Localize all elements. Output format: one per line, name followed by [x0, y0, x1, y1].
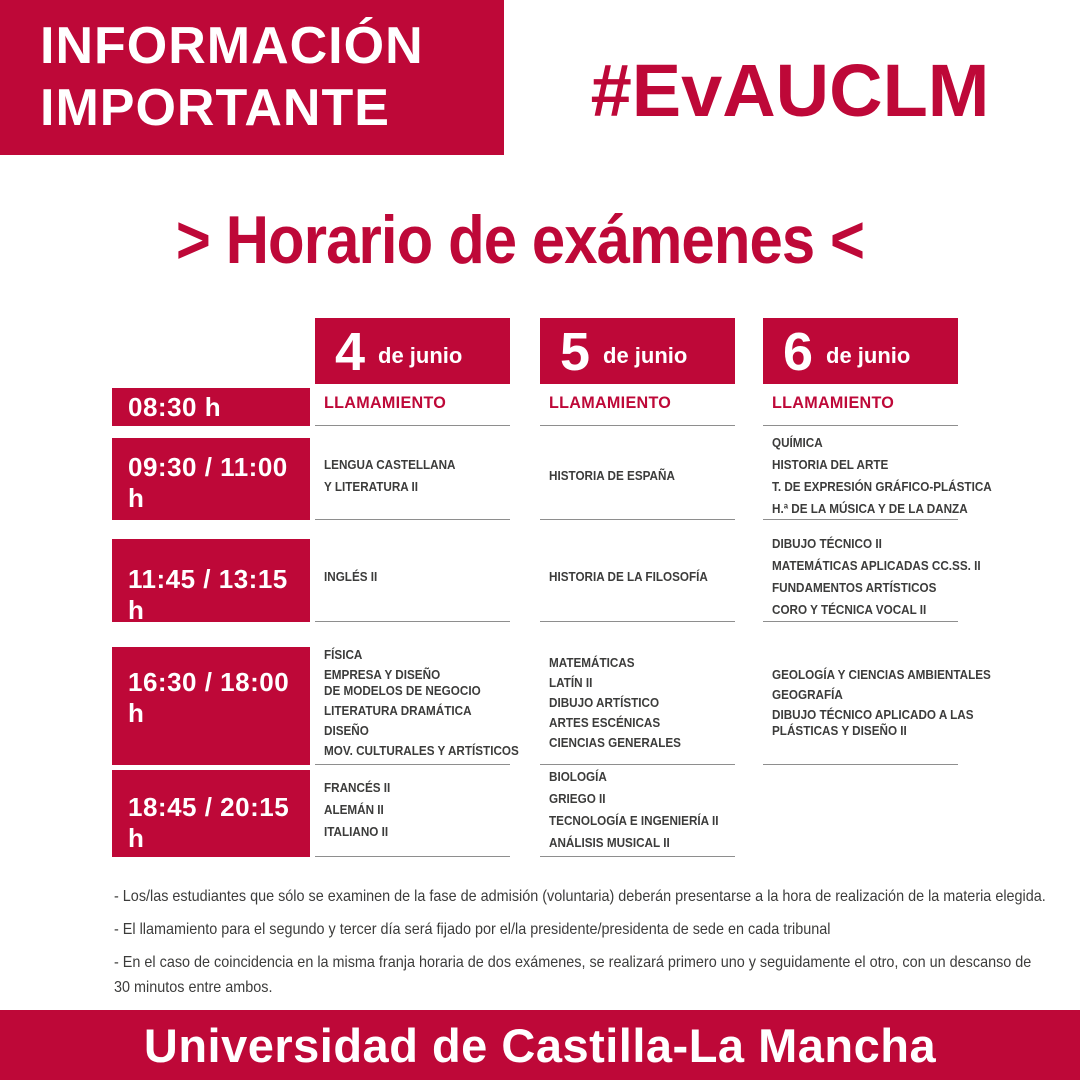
- day-number: 5: [560, 321, 591, 382]
- subject-cell: [763, 647, 991, 765]
- subject-cell: [540, 647, 735, 765]
- day-header: [763, 318, 958, 384]
- subject-line: ITALIANO II: [324, 824, 389, 839]
- subject-line: GEOLOGÍA Y CIENCIAS AMBIENTALES: [772, 666, 991, 682]
- note-line: 30 minutos entre ambos.: [114, 979, 273, 996]
- subject: [772, 666, 991, 683]
- subject-line: HISTORIA DE LA FILOSOFÍA: [549, 569, 708, 584]
- subject: [772, 687, 958, 703]
- subject-cell: [763, 536, 981, 622]
- subject: [324, 457, 510, 473]
- subject: [324, 780, 510, 796]
- subject-line: LENGUA CASTELLANA: [324, 456, 456, 472]
- time-cell: 18:45 / 20:15 h: [112, 770, 310, 857]
- subject: [324, 723, 510, 739]
- subject: [549, 655, 735, 671]
- subject: [549, 468, 735, 484]
- day-suffix: de junio: [378, 343, 463, 368]
- subject-line: DISEÑO: [324, 722, 369, 738]
- time-cell: 09:30 / 11:00 h: [112, 438, 310, 520]
- subject-line: ANÁLISIS MUSICAL II: [549, 835, 670, 850]
- subject-line: BIOLOGÍA: [549, 769, 607, 784]
- subject: [324, 479, 510, 495]
- subject-line: MOV. CULTURALES Y ARTÍSTICOS: [324, 742, 519, 758]
- subject-cell: [315, 646, 519, 765]
- subject: [324, 667, 510, 699]
- subject: [549, 715, 735, 731]
- day-header: [540, 318, 735, 384]
- subject: [549, 393, 735, 413]
- subject-line: QUÍMICA: [772, 434, 823, 450]
- subject-line: PLÁSTICAS Y DISEÑO II: [772, 722, 907, 738]
- subject: [772, 457, 958, 473]
- subject-line: DIBUJO TÉCNICO APLICADO A LAS: [772, 706, 974, 722]
- subject: [772, 580, 958, 596]
- time-cell: 11:45 / 13:15 h: [112, 539, 310, 622]
- schedule-row: [112, 770, 972, 857]
- subject: [324, 647, 510, 663]
- exam-schedule-table: [112, 318, 992, 857]
- subject: [772, 602, 958, 618]
- subject-cell: [540, 539, 735, 622]
- subject: [772, 536, 958, 552]
- subject-line: H.ª DE LA MÚSICA Y DE LA DANZA: [772, 500, 968, 516]
- subject-line: CORO Y TÉCNICA VOCAL II: [772, 602, 927, 617]
- top-banner: [0, 0, 504, 155]
- subject: [549, 695, 735, 711]
- footnotes: [114, 884, 1046, 1008]
- subject-cell: [315, 438, 510, 520]
- subject: [549, 813, 735, 829]
- subject: [549, 735, 735, 751]
- schedule-row: [112, 646, 991, 765]
- subject: [324, 703, 510, 719]
- subject-cell: [540, 388, 735, 426]
- top-banner-line1: INFORMACIÓN: [40, 17, 424, 75]
- note-item: [114, 950, 1034, 1000]
- subject-cell: [540, 438, 735, 520]
- day-number: 6: [783, 321, 814, 382]
- note-line: - En el caso de coincidencia en la misma franja horaria de dos exámenes, se realizará primero uno y seguidamente el otro, con un descanso de: [114, 954, 1032, 971]
- day-number: 4: [335, 321, 366, 382]
- subject-line: ALEMÁN II: [324, 802, 384, 817]
- subject-cell: [315, 539, 510, 622]
- subject: [549, 769, 735, 785]
- schedule-row: [112, 536, 981, 625]
- subject-line: DE MODELOS DE NEGOCIO: [324, 682, 481, 698]
- subject-line: HISTORIA DE ESPAÑA: [549, 467, 675, 483]
- subject: [324, 393, 510, 413]
- day-header-row: [112, 318, 972, 384]
- note-line: - Los/las estudiantes que sólo se examinen de la fase de admisión (voluntaria) deberán presentarse a la hora de realización de la materia elegida.: [114, 888, 1046, 905]
- subject-line: DIBUJO ARTÍSTICO: [549, 694, 660, 710]
- subject-line: INGLÉS II: [324, 569, 378, 584]
- time-cell: 08:30 h: [112, 388, 310, 426]
- subject-line: GEOGRAFÍA: [772, 686, 843, 702]
- subject-line: ARTES ESCÉNICAS: [549, 714, 661, 730]
- subject: [772, 478, 992, 495]
- subject-cell: [315, 770, 510, 857]
- subject-line: FÍSICA: [324, 646, 363, 662]
- subject: [324, 824, 510, 840]
- subject: [549, 569, 735, 585]
- subject-line: LLAMAMIENTO: [324, 392, 447, 412]
- subject-cell: [763, 770, 958, 857]
- footer-text: Universidad de Castilla-La Mancha: [143, 1018, 937, 1072]
- subject: [772, 558, 981, 574]
- subject-line: DIBUJO TÉCNICO II: [772, 536, 882, 551]
- subject-line: LATÍN II: [549, 674, 593, 690]
- note-line: - El llamamiento para el segundo y tercer día será fijado por el/la presidente/presidenta de sede en cada tribunal: [114, 921, 831, 938]
- schedule-row: [112, 434, 992, 520]
- subject: [549, 791, 735, 807]
- time-cell: 16:30 / 18:00 h: [112, 647, 310, 765]
- subject: [324, 742, 519, 759]
- subject-line: Y LITERATURA II: [324, 478, 419, 494]
- subject: [772, 500, 968, 517]
- subject-line: LLAMAMIENTO: [772, 392, 895, 412]
- subject-line: LITERATURA DRAMÁTICA: [324, 702, 472, 718]
- subject-line: FRANCÉS II: [324, 780, 391, 795]
- day-header: [315, 318, 510, 384]
- subject: [324, 802, 510, 818]
- subject-line: MATEMÁTICAS APLICADAS CC.SS. II: [772, 558, 981, 573]
- subject-line: T. DE EXPRESIÓN GRÁFICO-PLÁSTICA: [772, 478, 992, 494]
- subject-line: TECNOLOGÍA E INGENIERÍA II: [549, 813, 719, 828]
- subject: [772, 393, 958, 413]
- subject-line: FUNDAMENTOS ARTÍSTICOS: [772, 580, 937, 595]
- subject-line: HISTORIA DEL ARTE: [772, 456, 889, 472]
- subject-cell: [763, 388, 958, 426]
- subject-line: LLAMAMIENTO: [549, 392, 672, 412]
- schedule-row: [112, 388, 972, 426]
- subject: [772, 435, 958, 451]
- top-banner-line2: IMPORTANTE: [40, 79, 390, 137]
- day-header-spacer: [112, 318, 315, 384]
- day-suffix: de junio: [603, 343, 688, 368]
- footer-banner: [0, 1010, 1080, 1080]
- day-suffix: de junio: [826, 343, 911, 368]
- subject: [324, 569, 510, 585]
- subject: [549, 675, 735, 691]
- subject-cell: [540, 770, 735, 857]
- note-item: [114, 884, 1046, 909]
- subject-line: EMPRESA Y DISEÑO: [324, 666, 441, 682]
- subject-cell: [315, 388, 510, 426]
- hashtag-text: #EvAUCLM: [590, 48, 990, 132]
- subject: [772, 706, 974, 739]
- subject-line: GRIEGO II: [549, 791, 606, 806]
- note-item: [114, 917, 1034, 942]
- page-title: > Horario de exámenes <: [175, 202, 865, 278]
- subject: [549, 835, 735, 851]
- subject-cell: [763, 434, 992, 520]
- subject-line: CIENCIAS GENERALES: [549, 734, 681, 750]
- subject-line: MATEMÁTICAS: [549, 654, 635, 670]
